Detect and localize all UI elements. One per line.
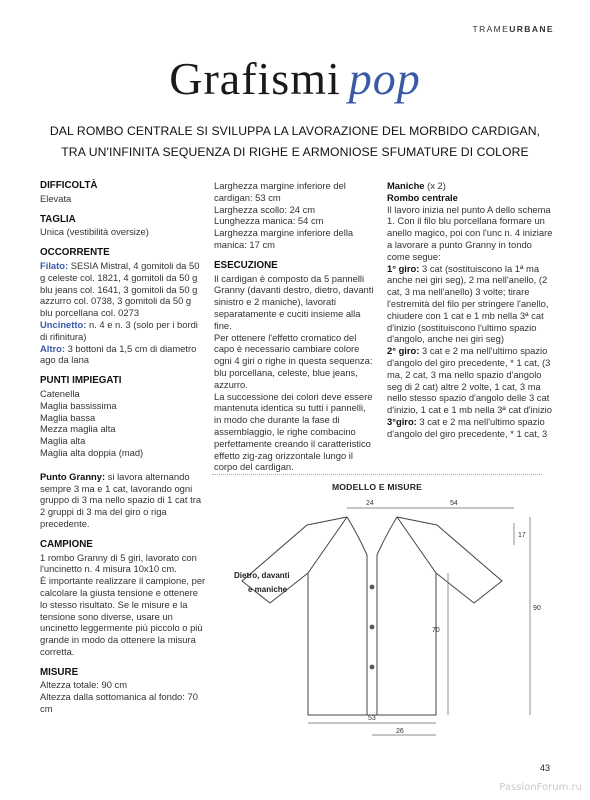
granny-text: si lavora alternando sempre 3 ma e 1 cat, lavorando ogni gruppo di 3 ma nello spazio di 1 cat tra 2 gruppi di 3 ma del giro o riga precedente. bbox=[40, 470, 202, 529]
gauge-text: 1 rombo Granny di 5 giri, lavorato con l'uncinetto n. 4 misura 10x10 cm. bbox=[40, 551, 197, 575]
round-3 bbox=[387, 416, 557, 440]
heading-size: TAGLIA bbox=[40, 213, 76, 225]
dim-total: 90 bbox=[533, 605, 541, 612]
heading-difficulty: DIFFICOLTÀ bbox=[40, 180, 98, 191]
yarn-info bbox=[40, 260, 206, 319]
sleeve-seam-left bbox=[308, 517, 347, 573]
page-title bbox=[0, 52, 590, 105]
stitch-item: Maglia bassa bbox=[40, 411, 96, 423]
title-accent: pop bbox=[348, 53, 421, 104]
stitch-item: Catenella bbox=[40, 387, 80, 399]
measure-line: Larghezza scollo: 24 cm bbox=[214, 203, 316, 215]
button-icon bbox=[370, 585, 375, 590]
granny-label: Punto Granny: bbox=[40, 470, 106, 482]
measure-line: Larghezza margine inferiore della manica: 17 cm bbox=[214, 227, 354, 250]
other-label: Altro: bbox=[40, 342, 65, 354]
sleeves-count: (x 2) bbox=[424, 180, 446, 191]
hook-info bbox=[40, 319, 206, 343]
dim-cuff: 17 bbox=[518, 532, 526, 539]
round-1 bbox=[387, 263, 557, 346]
stitch-item: Maglia alta doppia (mad) bbox=[40, 446, 144, 458]
round-3-label: 3°giro: bbox=[387, 415, 417, 427]
heading-sleeves: Maniche bbox=[387, 180, 425, 191]
button-icon bbox=[370, 665, 375, 670]
garment-outline bbox=[242, 517, 502, 715]
diagram-label-line-1: Dietro, davanti bbox=[234, 571, 290, 580]
round-1-label: 1° giro: bbox=[387, 262, 420, 274]
diagram-title: MODELLO E MISURE bbox=[331, 482, 423, 492]
instructions-intro: Il lavoro inizia nel punto A dello schema 1. Con il filo blu porcellana formare un anello magico, poi con l'unc n. 4 iniziare a lavorare a punto Granny in tondo come segue: bbox=[387, 203, 553, 262]
section-name-bold: URBANE bbox=[509, 24, 554, 34]
dim-neck: 24 bbox=[366, 500, 374, 507]
stitch-item: Maglia bassissima bbox=[40, 399, 117, 411]
subtitle bbox=[0, 121, 590, 163]
round-2-label: 2° giro: bbox=[387, 345, 420, 357]
hook-label: Uncinetto: bbox=[40, 318, 87, 330]
yarn-label: Filato: bbox=[40, 259, 69, 271]
section-name: TRAME bbox=[472, 24, 510, 34]
measure-item: Altezza dalla sottomanica al fondo: 70 cm bbox=[40, 691, 198, 715]
cardigan-schematic bbox=[212, 495, 542, 745]
subtitle-line-1: DAL ROMBO CENTRALE SI SVILUPPA LA LAVORAZIONE DEL MORBIDO CARDIGAN, bbox=[49, 124, 541, 138]
round-2 bbox=[387, 345, 557, 416]
heading-execution: ESECUZIONE bbox=[214, 259, 278, 271]
execution-colors: Per ottenere l'effetto cromatico del capo è necessario cambiare colore ogni 4 giri o righe in questa sequenza: blu porcellana, celeste, blue jeans, azzurro. bbox=[214, 331, 373, 390]
difficulty-value: Elevata bbox=[40, 192, 72, 204]
measure-line: Lunghezza manica: 54 cm bbox=[214, 215, 324, 227]
other-info bbox=[40, 343, 206, 367]
buttons bbox=[370, 585, 375, 670]
measure-line: Larghezza margine inferiore del cardigan: 53 cm bbox=[214, 180, 346, 203]
yarn-text: SESIA Mistral, 4 gomitoli da 50 g celeste col. 1821, 4 gomitoli da 50 g blu jeans col. 1641, 3 gomitoli da 50 g azzurro col. 0738, 3 gomitoli da 50 g blu porcellana col. 0273 bbox=[40, 259, 200, 319]
heading-stitches: PUNTI IMPIEGATI bbox=[40, 375, 122, 387]
column-execution bbox=[214, 180, 374, 473]
watermark: PassionForum.ru bbox=[499, 782, 582, 793]
round-3-text: 3 cat e 2 ma nell'ultimo spazio d'angolo del giro precedente, * 1 cat, 3 bbox=[387, 415, 548, 439]
subtitle-line-2: TRA UN'INFINITA SEQUENZA DI RIGHE E ARMONIOSE SFUMATURE DI COLORE bbox=[61, 145, 529, 159]
heading-gauge: CAMPIONE bbox=[40, 538, 93, 550]
execution-text: Il cardigan è composto da 5 pannelli Granny (davanti destro, dietro, davanti sinistro e 2 maniche), lavorati separatamente e cuciti insieme alla fine. bbox=[214, 272, 374, 331]
size-value: Unica (vestibilità oversize) bbox=[40, 226, 149, 238]
page-number: 43 bbox=[539, 763, 550, 773]
dim-half: 26 bbox=[396, 728, 404, 735]
round-2-text: 3 cat e 2 ma nell'ultimo spazio d'angolo del giro precedente, * 1 cat, (3 ma, 2 cat, 3 ma nello spazio d'angolo seg di 2 cat) altre 2 volte, 1 cat, 3 ma nello stesso spazio d'angolo delle 3 cat d'inizio, 1 cat e 1 mb nella 3ª cat d'inizio bbox=[387, 345, 552, 416]
heading-measures: MISURE bbox=[40, 666, 79, 678]
front-edge-right bbox=[377, 517, 397, 715]
title-main: Grafismi bbox=[169, 53, 341, 104]
front-edge-left bbox=[347, 517, 367, 715]
granny-info bbox=[40, 471, 206, 530]
dim-sleeve: 54 bbox=[450, 500, 458, 507]
dim-hem: 53 bbox=[368, 715, 376, 722]
heading-materials: OCCORRENTE bbox=[40, 247, 110, 259]
gauge-note: È importante realizzare il campione, per calcolare la giusta tensione e ottenere lo stesso risultato. Se le misure e la tensione sono diverse, usare un uncinetto leggermente più piccolo o più grande in modo da ottenere la misura corretta. bbox=[40, 575, 206, 657]
round-1-text: 3 cat (sostituiscono la 1ª ma anche nei giri seg), 2 ma nell'anello, (2 cat, 3 ma nell'anello) 3 volte; tirare l'estremità del filo per stringere l'anello, chiudere con 1 cat e 1 mb nella 3ª cat d'inizio (sostituiscono l'ultimo spazio d'angolo, anche nei giri seg) bbox=[387, 262, 549, 345]
column-materials bbox=[40, 180, 206, 715]
measure-item: Altezza totale: 90 cm bbox=[40, 679, 128, 691]
dim-body: 70 bbox=[432, 627, 440, 634]
section-tag bbox=[472, 24, 554, 34]
column-instructions bbox=[387, 180, 557, 440]
hook-text: n. 4 e n. 3 (solo per i bordi di rifinitura) bbox=[40, 318, 198, 342]
other-text: 3 bottoni da 1,5 cm di diametro ago da lana bbox=[40, 342, 197, 366]
stitch-item: Maglia alta bbox=[40, 435, 86, 447]
heading-central-rhombus: Rombo centrale bbox=[387, 191, 458, 203]
button-icon bbox=[370, 625, 375, 630]
sleeve-seam-right bbox=[397, 517, 436, 573]
diagram-label-line-2: e maniche bbox=[248, 585, 288, 594]
execution-sequence: La successione dei colori deve essere mantenuta identica su tutti i pannelli, in modo che durante la fase di assemblaggio, le righe combacino perfettamente creando il caratteristico effetto zig-zag orizzontale lungo il corpo del cardigan. bbox=[214, 390, 373, 473]
stitch-item: Mezza maglia alta bbox=[40, 423, 116, 435]
